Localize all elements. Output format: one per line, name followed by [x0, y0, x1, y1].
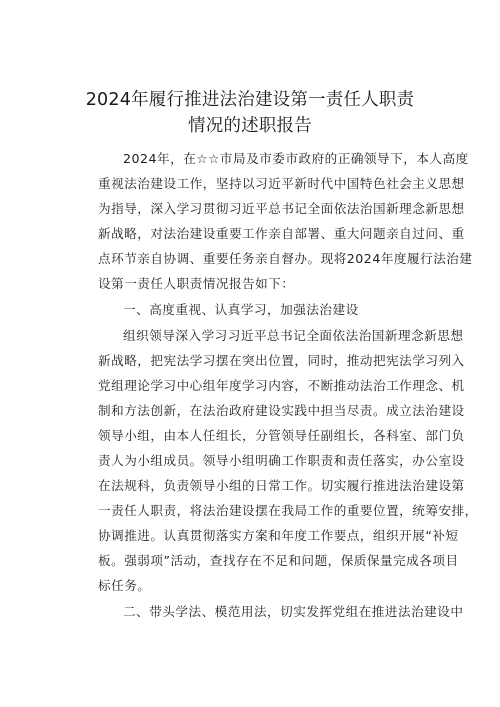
section-heading-2: 二、带头学法、模范用法，切实发挥党组在推进法治建设中 [123, 604, 464, 619]
paragraph-2-line-9: 协调推进。认真贯彻落实方案和年度工作要点，组织开展“补短 [98, 528, 459, 543]
paragraph-1-line-3: 为指导，深入学习贯彻习近平总书记全面依法治国新理念新思想 [98, 201, 465, 216]
paragraph-2-line-3: 党组理论学习中心组年度学习内容，不断推动法治工作理念、机 [98, 378, 465, 393]
paragraph-1-line-1: 2024年，在☆☆市局及市委市政府的正确领导下，本人高度 [123, 151, 469, 166]
paragraph-1-line-2: 重视法治建设工作，坚持以习近平新时代中国特色社会主义思想 [98, 176, 465, 191]
paragraph-2-line-11: 标任务。 [98, 578, 151, 593]
paragraph-1-line-4: 新战略，对法治建设重要工作亲自部署、重大问题亲自过问、重 [98, 226, 465, 241]
paragraph-1-line-6: 设第一责任人职责情况报告如下： [98, 276, 295, 291]
paragraph-2-line-7: 在法规科，负责领导小组的日常工作。切实履行推进法治建设第 [98, 478, 465, 493]
paragraph-2-line-8: 一责任人职责，将法治建设摆在我局工作的重要位置，统筹安排， [98, 503, 478, 518]
paragraph-2-line-10: 板。强弱项”活动，查找存在不足和问题，保质保量完成各项目 [98, 553, 459, 568]
paragraph-2-line-4: 制和方法创新，在法治政府建设实践中担当尽责。成立法治建设 [98, 403, 465, 418]
paragraph-2-line-1: 组织领导深入学习习近平总书记全面依法治国新理念新思想 [123, 328, 464, 343]
paragraph-1-line-5: 点环节亲自协调、重要任务亲自督办。现将2024年度履行法治建 [98, 251, 473, 266]
section-heading-1: 一、高度重视、认真学习，加强法治建设 [123, 302, 359, 317]
paragraph-2-line-6: 责人为小组成员。领导小组明确工作职责和责任落实，办公室设 [98, 453, 465, 468]
paragraph-2-line-2: 新战略，把宪法学习摆在突出位置，同时，推动把宪法学习列入 [98, 353, 465, 368]
document-title-line-2: 情况的述职报告 [188, 116, 312, 136]
paragraph-2-line-5: 领导小组，由本人任组长，分管领导任副组长，各科室、部门负 [98, 428, 465, 443]
document-title-line-1: 2024年履行推进法治建设第一责任人职责 [85, 90, 415, 110]
